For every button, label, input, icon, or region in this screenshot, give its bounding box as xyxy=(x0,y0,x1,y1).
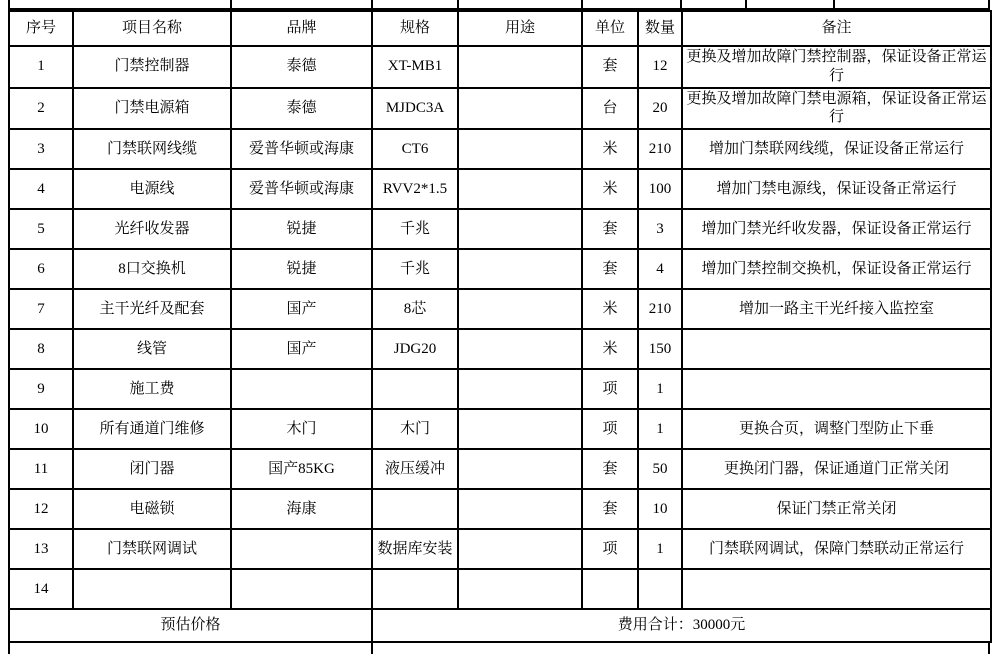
cell-use xyxy=(458,249,582,289)
cell-no: 3 xyxy=(9,129,73,169)
table-row xyxy=(9,489,991,529)
cell-spec: 千兆 xyxy=(372,209,458,249)
cell-qty: 210 xyxy=(638,129,682,169)
cell-qty: 1 xyxy=(638,529,682,569)
cell-qty: 12 xyxy=(638,46,682,88)
cell-no: 8 xyxy=(9,329,73,369)
cell-brand: 国产 xyxy=(231,329,372,369)
cell-use xyxy=(458,449,582,489)
cell-no: 12 xyxy=(9,489,73,529)
summary-row xyxy=(9,609,991,642)
cell-qty: 210 xyxy=(638,289,682,329)
col-header-name: 项目名称 xyxy=(73,11,231,46)
table-row xyxy=(9,409,991,449)
cell-brand xyxy=(231,369,372,409)
cell-spec: 液压缓冲 xyxy=(372,449,458,489)
table-row xyxy=(9,529,991,569)
cell-qty xyxy=(638,569,682,609)
cell-use xyxy=(458,88,582,130)
cell-brand: 国产 xyxy=(231,289,372,329)
cell-name: 主干光纤及配套 xyxy=(73,289,231,329)
cell-qty: 150 xyxy=(638,329,682,369)
estimate-price-label: 预估价格 xyxy=(9,609,372,642)
cell-name: 电源线 xyxy=(73,169,231,209)
cell-unit xyxy=(582,569,638,609)
cell-note xyxy=(682,369,991,409)
cell-brand xyxy=(231,529,372,569)
col-header-qty: 数量 xyxy=(638,11,682,46)
cell-unit: 套 xyxy=(582,489,638,529)
cell-spec: RVV2*1.5 xyxy=(372,169,458,209)
cell-brand: 锐捷 xyxy=(231,249,372,289)
col-header-spec: 规格 xyxy=(372,11,458,46)
cell-name: 电磁锁 xyxy=(73,489,231,529)
cell-use xyxy=(458,489,582,529)
cell-spec xyxy=(372,569,458,609)
cell-no: 14 xyxy=(9,569,73,609)
table-row xyxy=(9,369,991,409)
cell-no: 13 xyxy=(9,529,73,569)
cell-note: 保证门禁正常关闭 xyxy=(682,489,991,529)
cell-no: 11 xyxy=(9,449,73,489)
cell-brand: 泰德 xyxy=(231,46,372,88)
cell-note: 增加门禁联网线缆，保证设备正常运行 xyxy=(682,129,991,169)
cell-qty: 1 xyxy=(638,409,682,449)
cell-unit: 套 xyxy=(582,46,638,88)
cell-use xyxy=(458,369,582,409)
table-row xyxy=(9,249,991,289)
cell-spec xyxy=(372,369,458,409)
cell-qty: 10 xyxy=(638,489,682,529)
cell-spec: 数据库安装 xyxy=(372,529,458,569)
cell-name: 闭门器 xyxy=(73,449,231,489)
cell-name: 光纤收发器 xyxy=(73,209,231,249)
cell-use xyxy=(458,569,582,609)
cell-spec xyxy=(372,489,458,529)
cell-spec: XT-MB1 xyxy=(372,46,458,88)
col-header-unit: 单位 xyxy=(582,11,638,46)
table-row xyxy=(9,169,991,209)
cutoff-row-top xyxy=(8,0,990,10)
cell-note: 更换及增加故障门禁电源箱，保证设备正常运行 xyxy=(682,88,991,130)
cell-no: 7 xyxy=(9,289,73,329)
cutoff-row-bottom xyxy=(8,643,990,654)
cell-unit: 套 xyxy=(582,449,638,489)
cell-no: 10 xyxy=(9,409,73,449)
col-header-no: 序号 xyxy=(9,11,73,46)
cell-qty: 20 xyxy=(638,88,682,130)
table-row xyxy=(9,209,991,249)
table-row xyxy=(9,329,991,369)
cell-brand: 海康 xyxy=(231,489,372,529)
cell-unit: 项 xyxy=(582,529,638,569)
cell-name: 8口交换机 xyxy=(73,249,231,289)
table-row xyxy=(9,88,991,130)
cell-qty: 4 xyxy=(638,249,682,289)
cell-qty: 1 xyxy=(638,369,682,409)
cell-unit: 米 xyxy=(582,169,638,209)
cell-name: 施工费 xyxy=(73,369,231,409)
cell-spec: CT6 xyxy=(372,129,458,169)
cell-brand: 泰德 xyxy=(231,88,372,130)
cell-brand xyxy=(231,569,372,609)
cell-qty: 50 xyxy=(638,449,682,489)
cell-note: 增加门禁电源线，保证设备正常运行 xyxy=(682,169,991,209)
col-header-brand: 品牌 xyxy=(231,11,372,46)
table-row xyxy=(9,289,991,329)
cell-no: 1 xyxy=(9,46,73,88)
cell-spec: 千兆 xyxy=(372,249,458,289)
cell-use xyxy=(458,289,582,329)
cell-brand: 锐捷 xyxy=(231,209,372,249)
cell-use xyxy=(458,529,582,569)
cell-name: 门禁联网调试 xyxy=(73,529,231,569)
cell-name xyxy=(73,569,231,609)
cell-use xyxy=(458,409,582,449)
cell-use xyxy=(458,129,582,169)
cell-spec: MJDC3A xyxy=(372,88,458,130)
cell-no: 5 xyxy=(9,209,73,249)
cell-note: 更换闭门器，保证通道门正常关闭 xyxy=(682,449,991,489)
table-row xyxy=(9,569,991,609)
col-header-note: 备注 xyxy=(682,11,991,46)
cell-no: 9 xyxy=(9,369,73,409)
cell-note: 增加门禁控制交换机，保证设备正常运行 xyxy=(682,249,991,289)
table-row xyxy=(9,46,991,88)
cell-unit: 台 xyxy=(582,88,638,130)
cell-unit: 项 xyxy=(582,409,638,449)
quotation-table-wrap xyxy=(8,0,990,654)
cell-use xyxy=(458,169,582,209)
cell-brand: 木门 xyxy=(231,409,372,449)
cell-spec: 木门 xyxy=(372,409,458,449)
table-row xyxy=(9,129,991,169)
cell-note: 门禁联网调试，保障门禁联动正常运行 xyxy=(682,529,991,569)
cell-note xyxy=(682,329,991,369)
cell-note xyxy=(682,569,991,609)
table-row xyxy=(9,449,991,489)
cell-unit: 米 xyxy=(582,329,638,369)
cell-unit: 米 xyxy=(582,289,638,329)
cell-name: 线管 xyxy=(73,329,231,369)
cell-no: 4 xyxy=(9,169,73,209)
header-row xyxy=(9,11,991,46)
cell-name: 门禁电源箱 xyxy=(73,88,231,130)
total-cost-value: 费用合计：30000元 xyxy=(372,609,991,642)
cell-no: 2 xyxy=(9,88,73,130)
cell-spec: JDG20 xyxy=(372,329,458,369)
cell-use xyxy=(458,209,582,249)
cell-note: 更换合页，调整门型防止下垂 xyxy=(682,409,991,449)
cell-unit: 项 xyxy=(582,369,638,409)
col-header-use: 用途 xyxy=(458,11,582,46)
cell-brand: 国产85KG xyxy=(231,449,372,489)
cell-note: 增加门禁光纤收发器，保证设备正常运行 xyxy=(682,209,991,249)
cell-unit: 套 xyxy=(582,249,638,289)
cell-name: 所有通道门维修 xyxy=(73,409,231,449)
cell-unit: 米 xyxy=(582,129,638,169)
cell-note: 增加一路主干光纤接入监控室 xyxy=(682,289,991,329)
quotation-table xyxy=(8,10,992,643)
cell-no: 6 xyxy=(9,249,73,289)
cell-spec: 8芯 xyxy=(372,289,458,329)
cell-qty: 100 xyxy=(638,169,682,209)
cell-brand: 爱普华顿或海康 xyxy=(231,129,372,169)
cell-note: 更换及增加故障门禁控制器，保证设备正常运行 xyxy=(682,46,991,88)
cell-use xyxy=(458,46,582,88)
cell-unit: 套 xyxy=(582,209,638,249)
cell-use xyxy=(458,329,582,369)
cell-name: 门禁控制器 xyxy=(73,46,231,88)
cell-brand: 爱普华顿或海康 xyxy=(231,169,372,209)
cell-qty: 3 xyxy=(638,209,682,249)
cell-name: 门禁联网线缆 xyxy=(73,129,231,169)
